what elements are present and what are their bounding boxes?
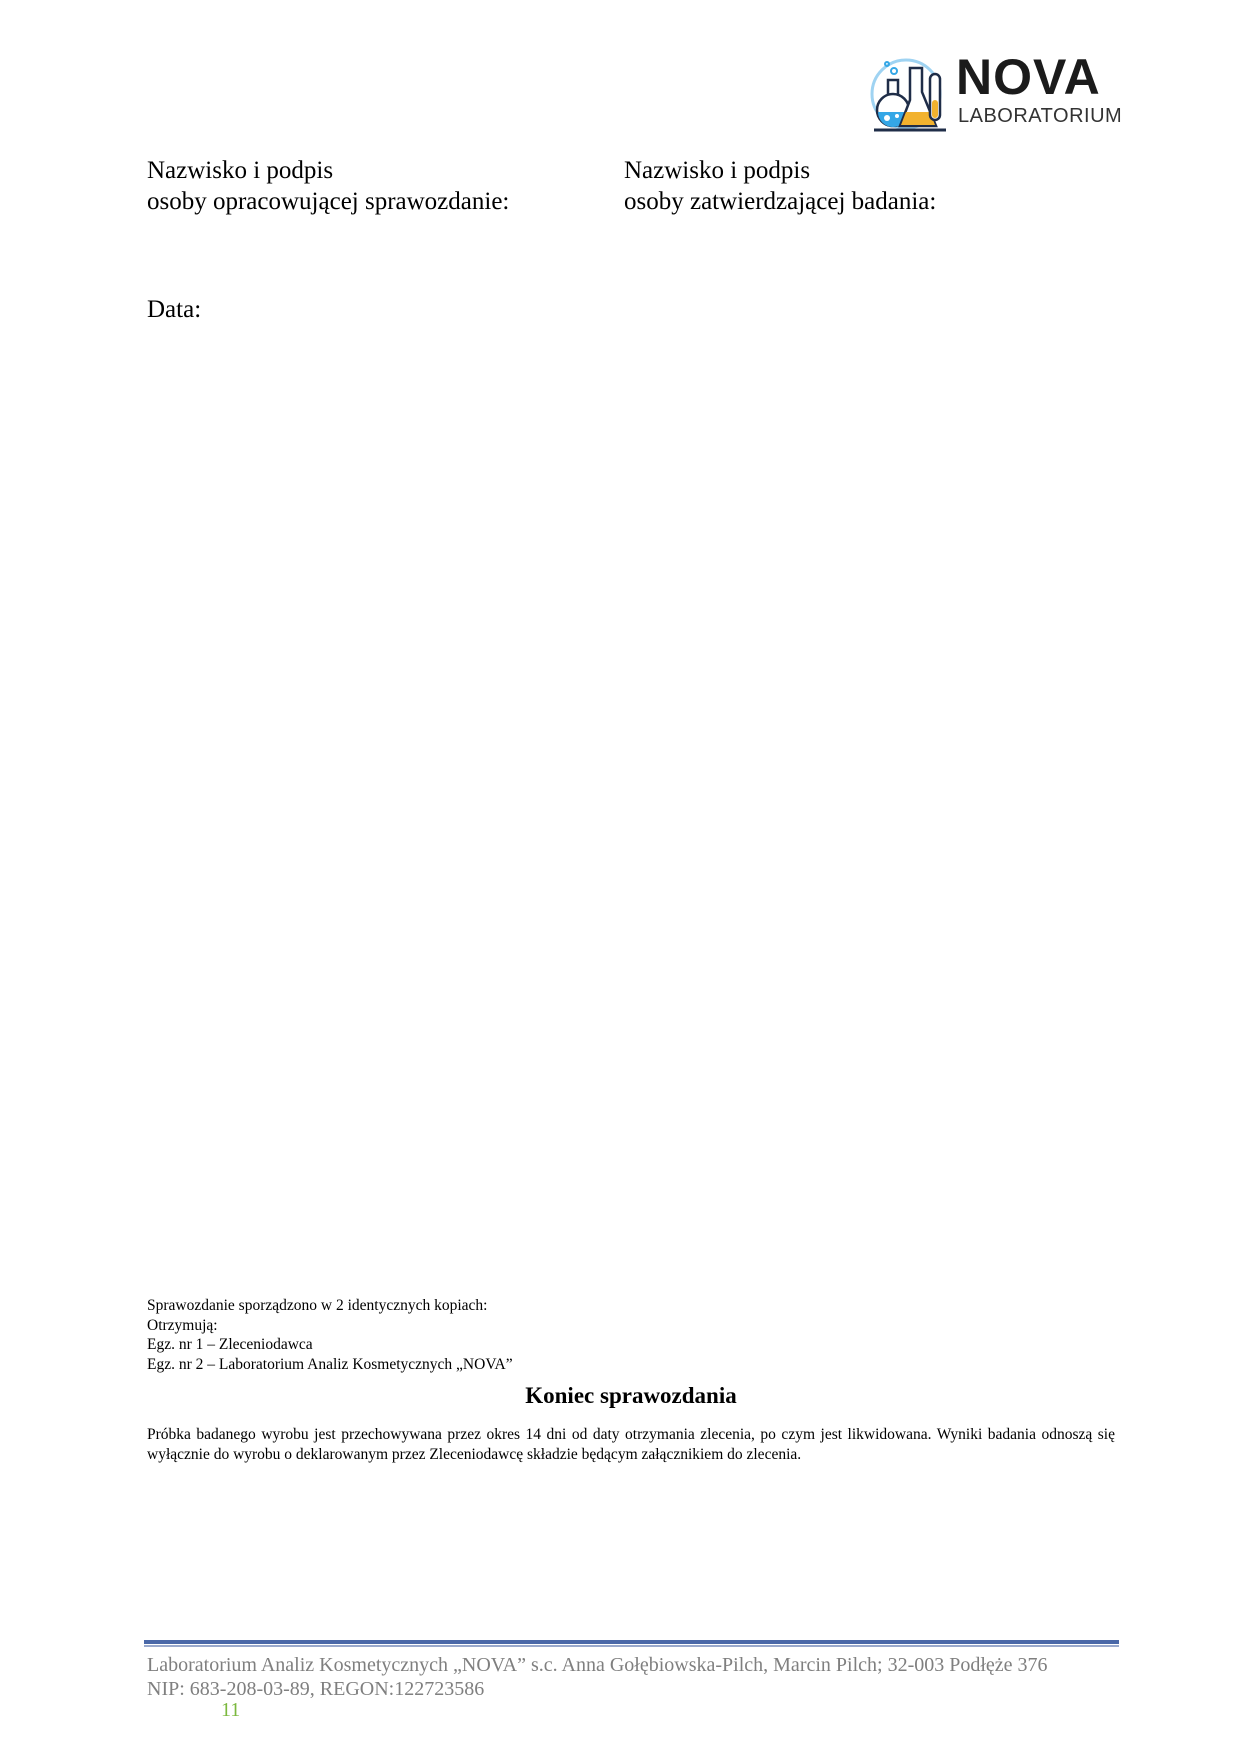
- date-label: Data:: [147, 296, 202, 323]
- copy-2-line: Egz. nr 2 – Laboratorium Analiz Kosmetycznych „NOVA”: [147, 1355, 513, 1373]
- logo-title: NOVA: [956, 49, 1101, 105]
- end-of-report-title: Koniec sprawozdania: [525, 1383, 737, 1408]
- sample-retention-note: Próbka badanego wyrobu jest przechowywana przez okres 14 dni od daty otrzymania zlecenia, po czym jest likwidowana. Wyniki badania odnoszą się wyłącznie do wyrobu o deklarowanym przez Zleceniodawcę składzie będącym załącznikiem do zlecenia.: [147, 1426, 1115, 1463]
- copies-line: Sprawozdanie sporządzono w 2 identycznych kopiach:: [147, 1297, 488, 1314]
- recipients-label: Otrzymują:: [147, 1316, 218, 1334]
- copies-distribution: [147, 1296, 513, 1374]
- logo-subtitle: LABORATORIUM: [958, 105, 1123, 127]
- footer-divider: [144, 1640, 1119, 1647]
- footer-tax-line: NIP: 683-208-03-89, REGON:122723586: [147, 1678, 485, 1700]
- nova-logo: [870, 49, 1123, 136]
- approver-label-line1: Nazwisko i podpis: [624, 157, 811, 184]
- preparer-label-line2: osoby opracowującej sprawozdanie:: [147, 188, 510, 215]
- flask-icon: [870, 56, 950, 136]
- page-number: 11: [221, 1699, 241, 1721]
- approver-signature-block: [624, 155, 936, 217]
- copy-1-line: Egz. nr 1 – Zleceniodawca: [147, 1336, 313, 1353]
- approver-label-line2: osoby zatwierdzającej badania:: [624, 188, 937, 215]
- footer-company-info: [147, 1653, 1048, 1701]
- preparer-signature-block: [147, 155, 509, 217]
- footer-address-line: Laboratorium Analiz Kosmetycznych „NOVA” s.c. Anna Gołębiowska-Pilch, Marcin Pilch; 32-003 Podłęże 376: [147, 1654, 1048, 1676]
- preparer-label-line1: Nazwisko i podpis: [147, 157, 334, 184]
